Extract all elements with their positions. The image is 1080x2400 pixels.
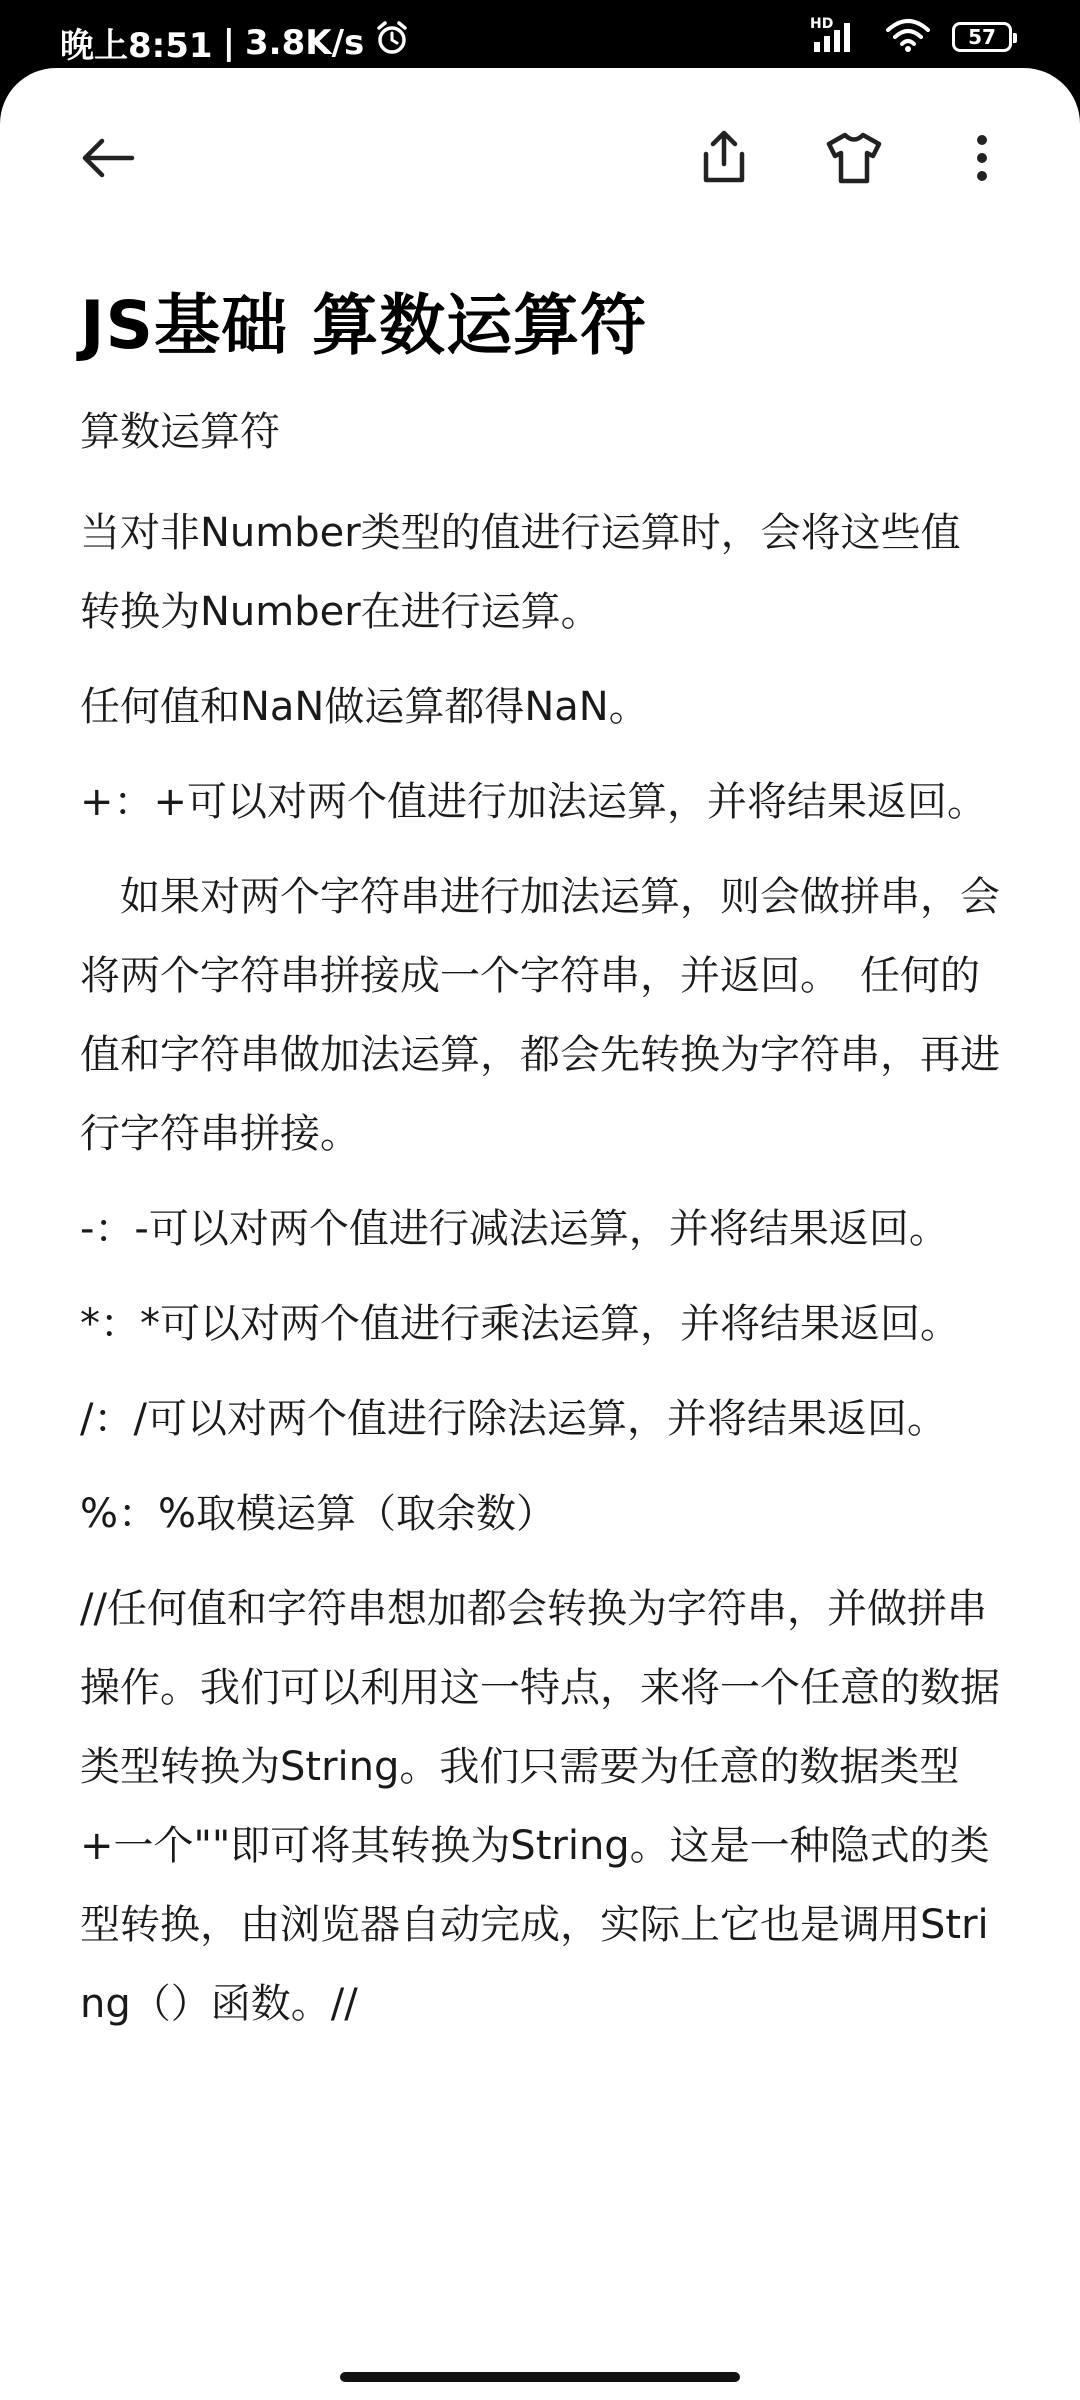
alarm-icon	[374, 20, 410, 65]
note-sheet	[0, 68, 1080, 2400]
share-icon	[694, 128, 754, 188]
note-paragraph: +：+可以对两个值进行加法运算，并将结果返回。	[80, 779, 988, 826]
toolbar	[0, 68, 1080, 238]
more-button[interactable]	[942, 118, 1022, 198]
home-indicator[interactable]	[340, 2372, 740, 2382]
status-bar	[0, 0, 1080, 70]
more-vertical-icon	[962, 128, 1002, 188]
tshirt-icon	[823, 127, 885, 189]
share-button[interactable]	[684, 118, 764, 198]
signal-icon	[810, 16, 864, 54]
wifi-icon	[886, 18, 930, 56]
note-title: JS基础 算数运算符	[80, 287, 648, 364]
note-paragraph: 任何值和NaN做运算都得NaN。	[80, 684, 649, 731]
arrow-left-icon	[76, 126, 140, 190]
note-paragraph: 当对非Number类型的值进行运算时，会将这些值转换为Number在进行运算。	[80, 510, 961, 636]
battery-indicator	[952, 22, 1012, 52]
status-separator: |	[222, 22, 235, 63]
note-paragraph: *：*可以对两个值进行乘法运算，并将结果返回。	[80, 1301, 960, 1348]
note-paragraph: 如果对两个字符串进行加法运算，则会做拼串，会将两个字符串拼接成一个字符串，并返回。 任何的值和字符串做加法运算，都会先转换为字符串，再进行字符串拼接。	[80, 874, 1000, 1158]
battery-level: 57	[968, 25, 996, 49]
theme-button[interactable]	[814, 118, 894, 198]
note-paragraph: %：%取模运算（取余数）	[80, 1491, 557, 1538]
note-paragraph: 算数运算符	[80, 409, 280, 456]
note-paragraph: -：-可以对两个值进行减法运算，并将结果返回。	[80, 1206, 949, 1253]
hd-label: HD	[810, 16, 834, 32]
note-paragraph: /：/可以对两个值进行除法运算，并将结果返回。	[80, 1396, 947, 1443]
status-right	[810, 18, 1012, 56]
status-time: 晚上8:51	[60, 26, 213, 66]
note-paragraph: //任何值和字符串想加都会转换为字符串，并做拼串操作。我们可以利用这一特点，来将一个任意的数据类型转换为String。我们只需要为任意的数据类型+一个""即可将其转换为String。这是一种隐式的类型转换，由浏览器自动完成，实际上它也是调用String（）函数。//	[80, 1586, 1000, 2028]
status-left	[60, 18, 410, 67]
status-network-speed: 3.8K/s	[245, 22, 365, 63]
note-content	[80, 238, 1000, 2044]
back-button[interactable]	[68, 118, 148, 198]
